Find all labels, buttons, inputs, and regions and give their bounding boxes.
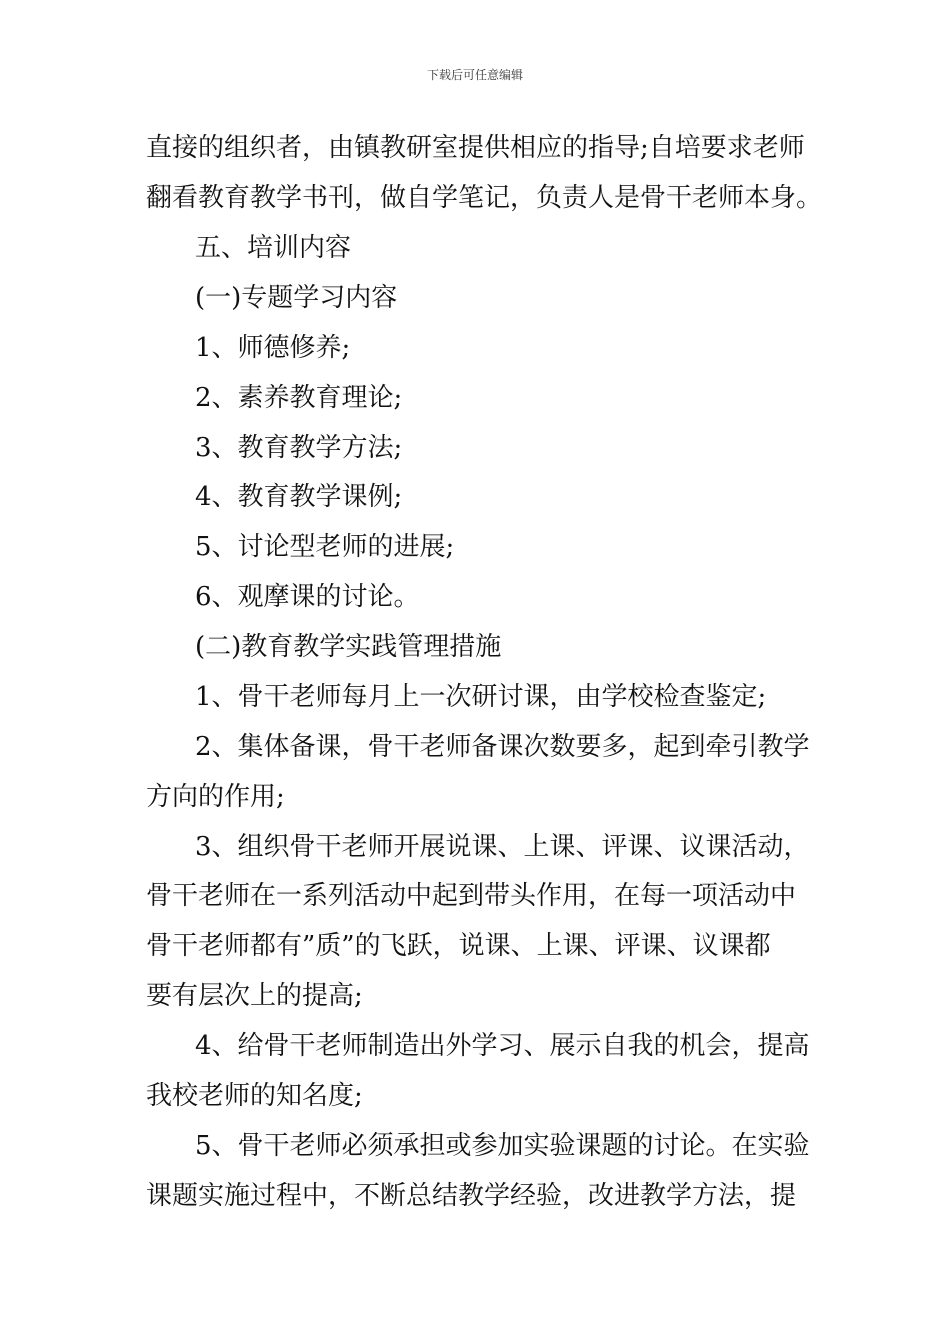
list-item: 4、教育教学课例; xyxy=(195,482,403,512)
text-line: 骨干老师在一系列活动中起到带头作用，在每一项活动中 xyxy=(146,881,797,911)
list-item: 2、集体备课，骨干老师备课次数要多，起到牵引教学 xyxy=(195,732,810,762)
text-line: 我校老师的知名度; xyxy=(146,1081,363,1111)
text-line: 翻看教育教学书刊，做自学笔记，负责人是骨干老师本身。 xyxy=(146,183,823,213)
text-line: 课题实施过程中，不断总结教学经验，改进教学方法，提 xyxy=(146,1181,797,1211)
list-item: 2、素养教育理论; xyxy=(195,383,403,413)
list-item: 1、骨干老师每月上一次研讨课，由学校检查鉴定; xyxy=(195,682,767,712)
list-item: 6、观摩课的讨论。 xyxy=(195,582,420,612)
subsection-heading: (一)专题学习内容 xyxy=(195,283,398,313)
text-line: 方向的作用; xyxy=(146,782,285,812)
list-item: 3、组织骨干老师开展说课、上课、评课、议课活动， xyxy=(195,832,810,862)
subsection-heading: (二)教育教学实践管理措施 xyxy=(195,632,502,662)
list-item: 1、师德修养; xyxy=(195,333,351,363)
list-item: 3、教育教学方法; xyxy=(195,433,403,463)
list-item: 5、骨干老师必须承担或参加实验课题的讨论。在实验 xyxy=(195,1131,810,1161)
text-line: 骨干老师都有”质”的飞跃，说课、上课、评课、议课都 xyxy=(146,931,771,961)
page-header: 下载后可任意编辑 xyxy=(426,68,523,82)
list-item: 4、给骨干老师制造出外学习、展示自我的机会，提高 xyxy=(195,1031,810,1061)
text-line: 直接的组织者，由镇教研室提供相应的指导;自培要求老师 xyxy=(146,133,805,163)
text-line: 要有层次上的提高; xyxy=(146,981,363,1011)
section-heading: 五、培训内容 xyxy=(195,233,352,263)
list-item: 5、讨论型老师的进展; xyxy=(195,532,455,562)
